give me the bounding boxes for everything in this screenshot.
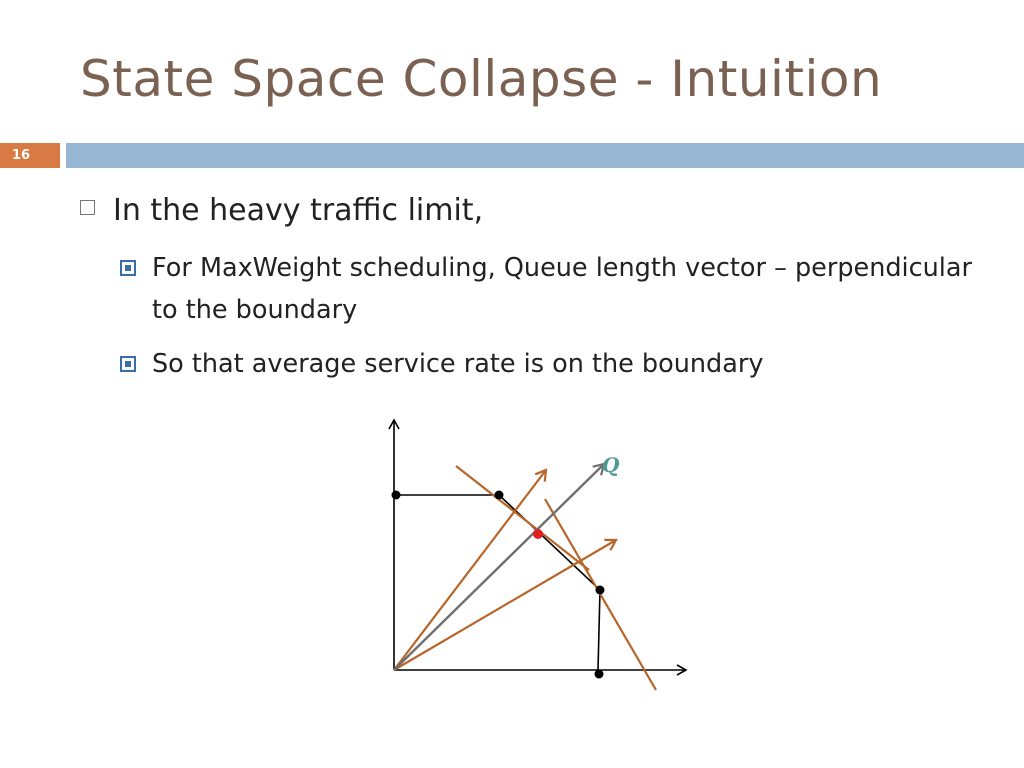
tangent-line-left: [456, 466, 589, 570]
vertex-point: [495, 491, 504, 500]
sub-bullet-text: For MaxWeight scheduling, Queue length vector – perpendicular to the boundary: [152, 253, 972, 325]
bullet-text: In the heavy traffic limit,: [113, 193, 484, 228]
vertex-point: [595, 670, 604, 679]
q-label: Q: [602, 453, 620, 477]
capacity-boundary: [396, 495, 600, 670]
slide-number: 16: [0, 143, 60, 168]
sub-bullet-text: So that average service rate is on the boundary: [152, 349, 764, 379]
service-rate-point: [533, 529, 543, 539]
arrow-upper: [394, 470, 546, 670]
tangent-line-right: [545, 499, 656, 690]
slide-title: State Space Collapse - Intuition: [80, 50, 883, 108]
vertex-point: [596, 586, 605, 595]
vertex-point: [392, 491, 401, 500]
